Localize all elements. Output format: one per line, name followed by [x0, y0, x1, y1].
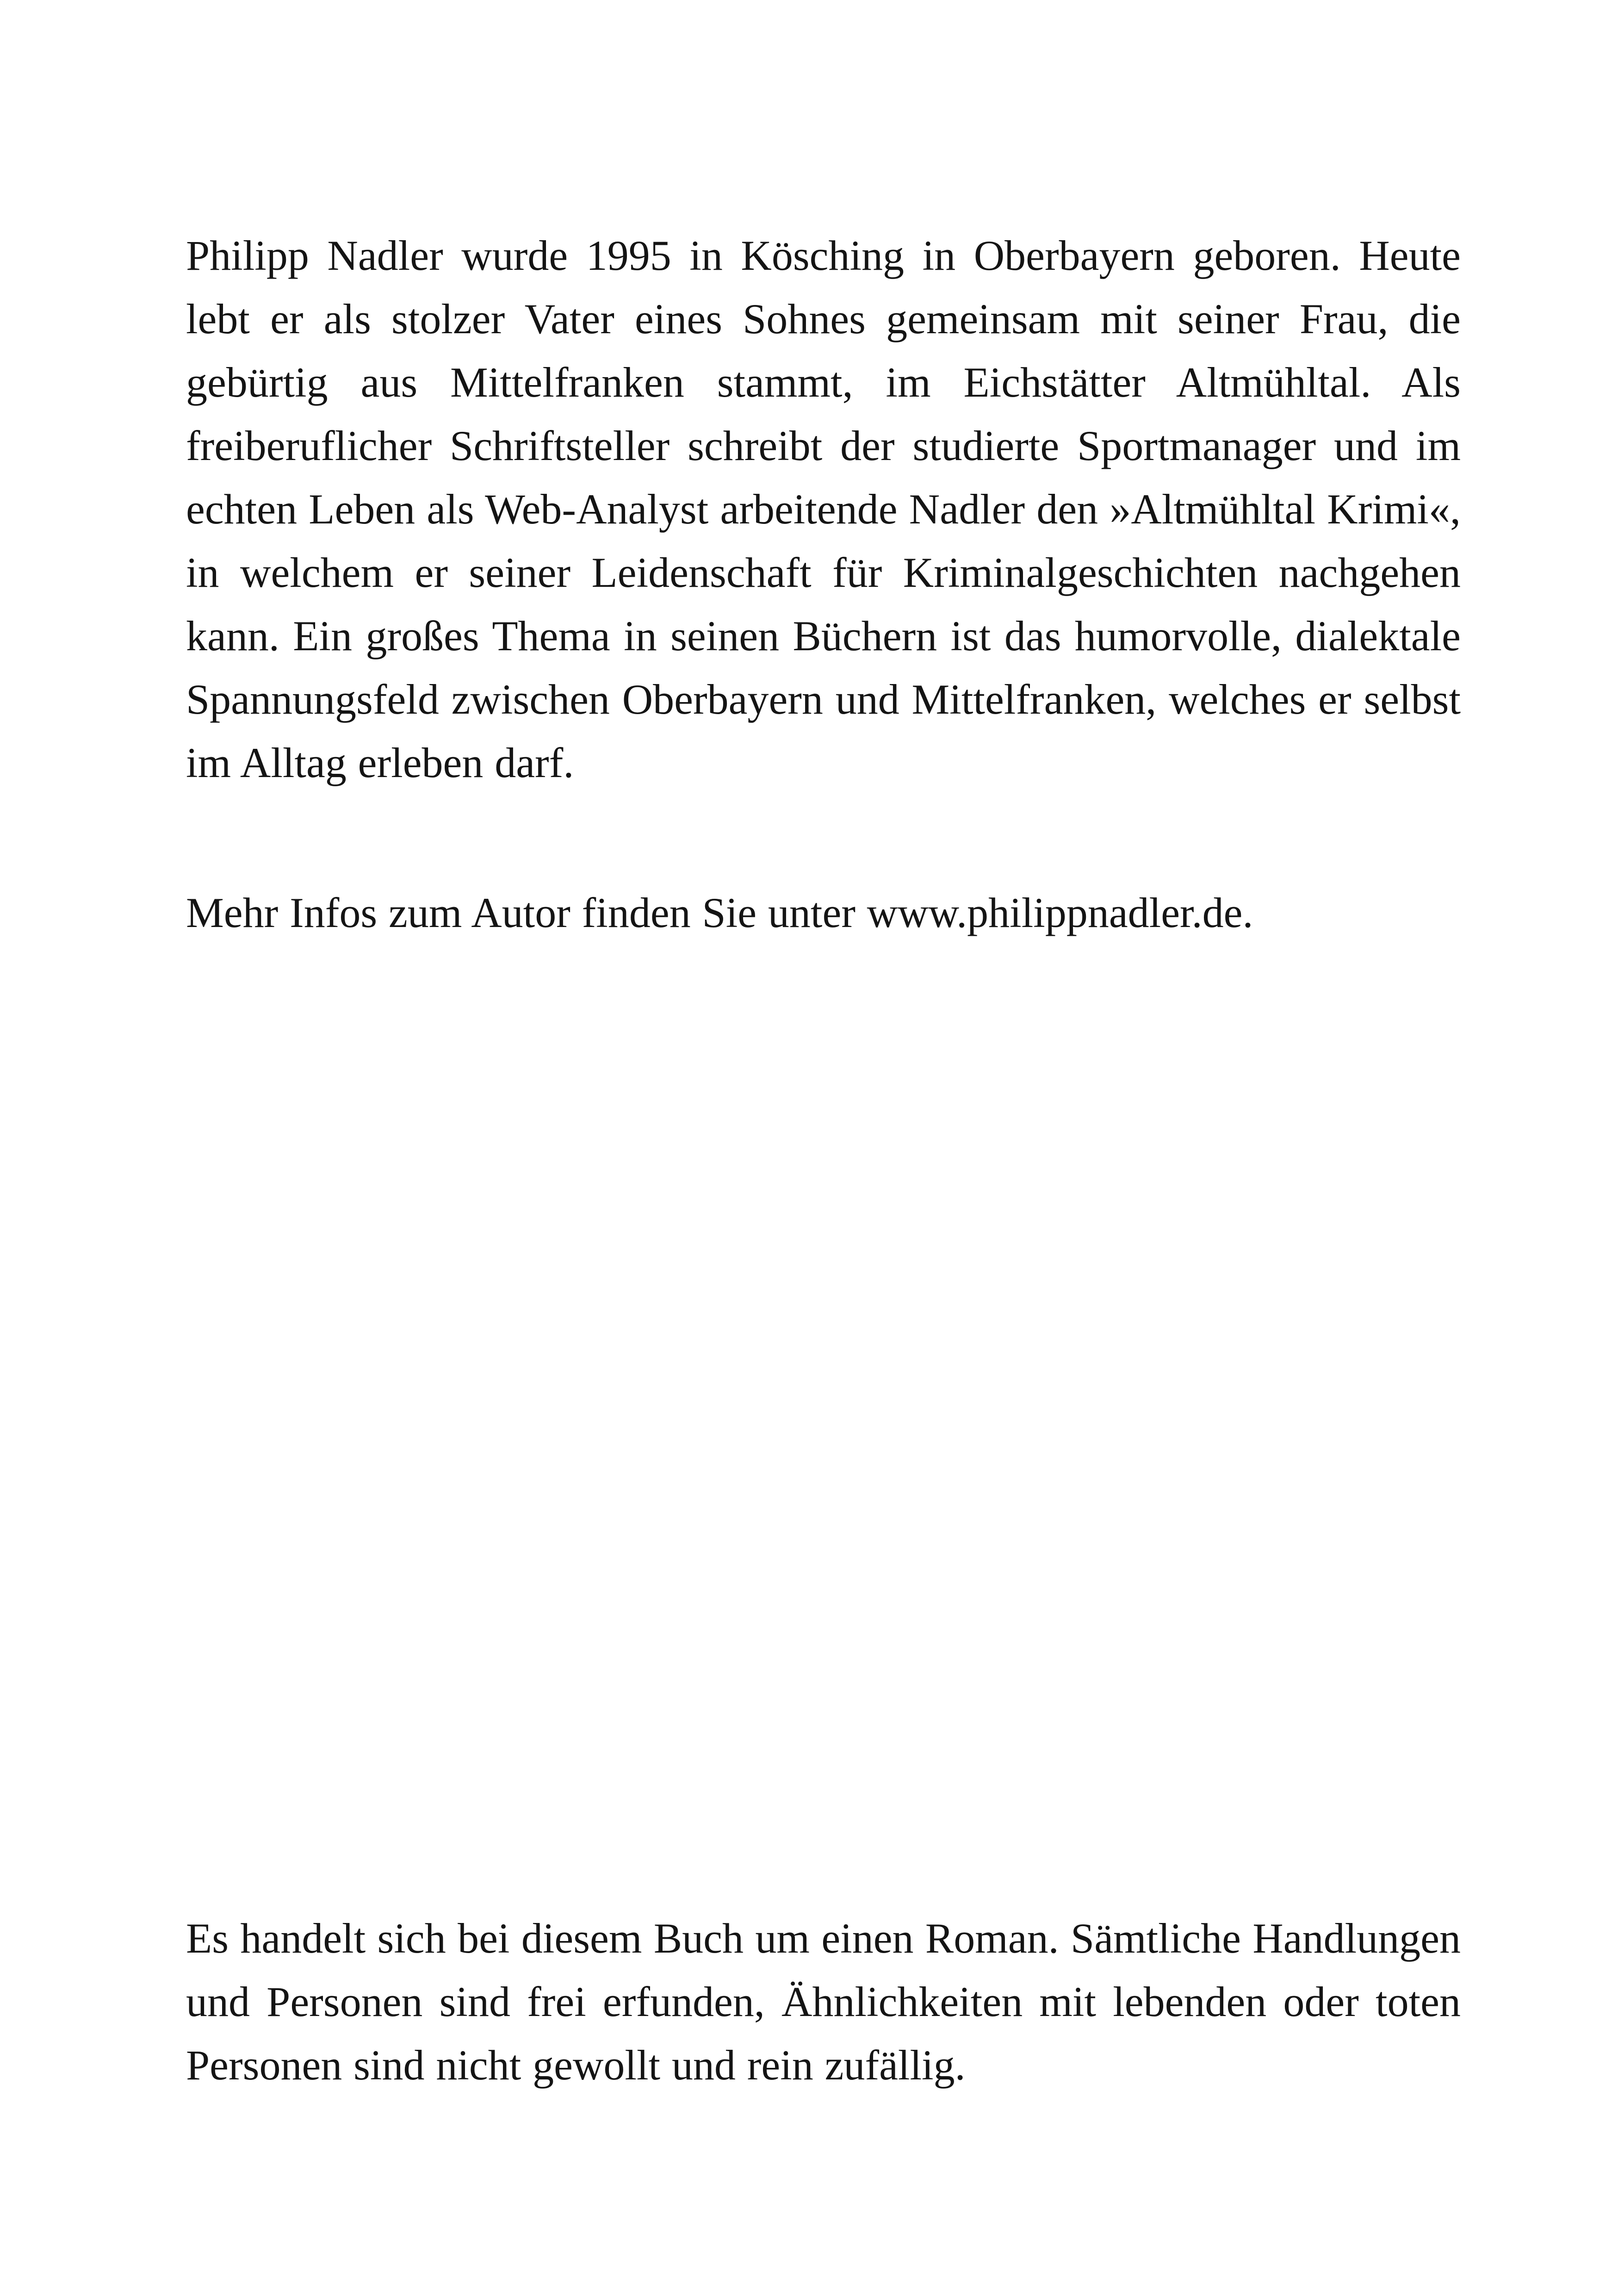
- disclaimer-paragraph: Es handelt sich bei diesem Buch um einen Roman. Sämtliche Handlungen und Personen sind frei erfunden, Ähnlichkeiten mit lebenden oder toten Personen sind nicht gewollt und rein zufällig.: [186, 1915, 1461, 2089]
- author-bio-paragraph: Philipp Nadler wurde 1995 in Kösching in Oberbayern geboren. Heute lebt er als stolzer Vater eines Sohnes gemeinsam mit seiner Frau, die gebürtig aus Mittelfranken stammt, im Eichstätter Altmühltal. Als freiberuflicher Schriftsteller schreibt der studierte Sportmanager und im echten Leben als Web-Analyst arbeitende Nadler den »Altmühltal Krimi«, in welchem er seiner Leidenschaft für Kriminalgeschichten nachgehen kann. Ein großes Thema in seinen Büchern ist das humorvolle, dialektale Spannungsfeld zwischen Oberbayern und Mittelfranken, welches er selbst im Alltag erleben darf.: [186, 232, 1461, 786]
- author-info-line: Mehr Infos zum Autor finden Sie unter www.philippnadler.de.: [186, 889, 1253, 936]
